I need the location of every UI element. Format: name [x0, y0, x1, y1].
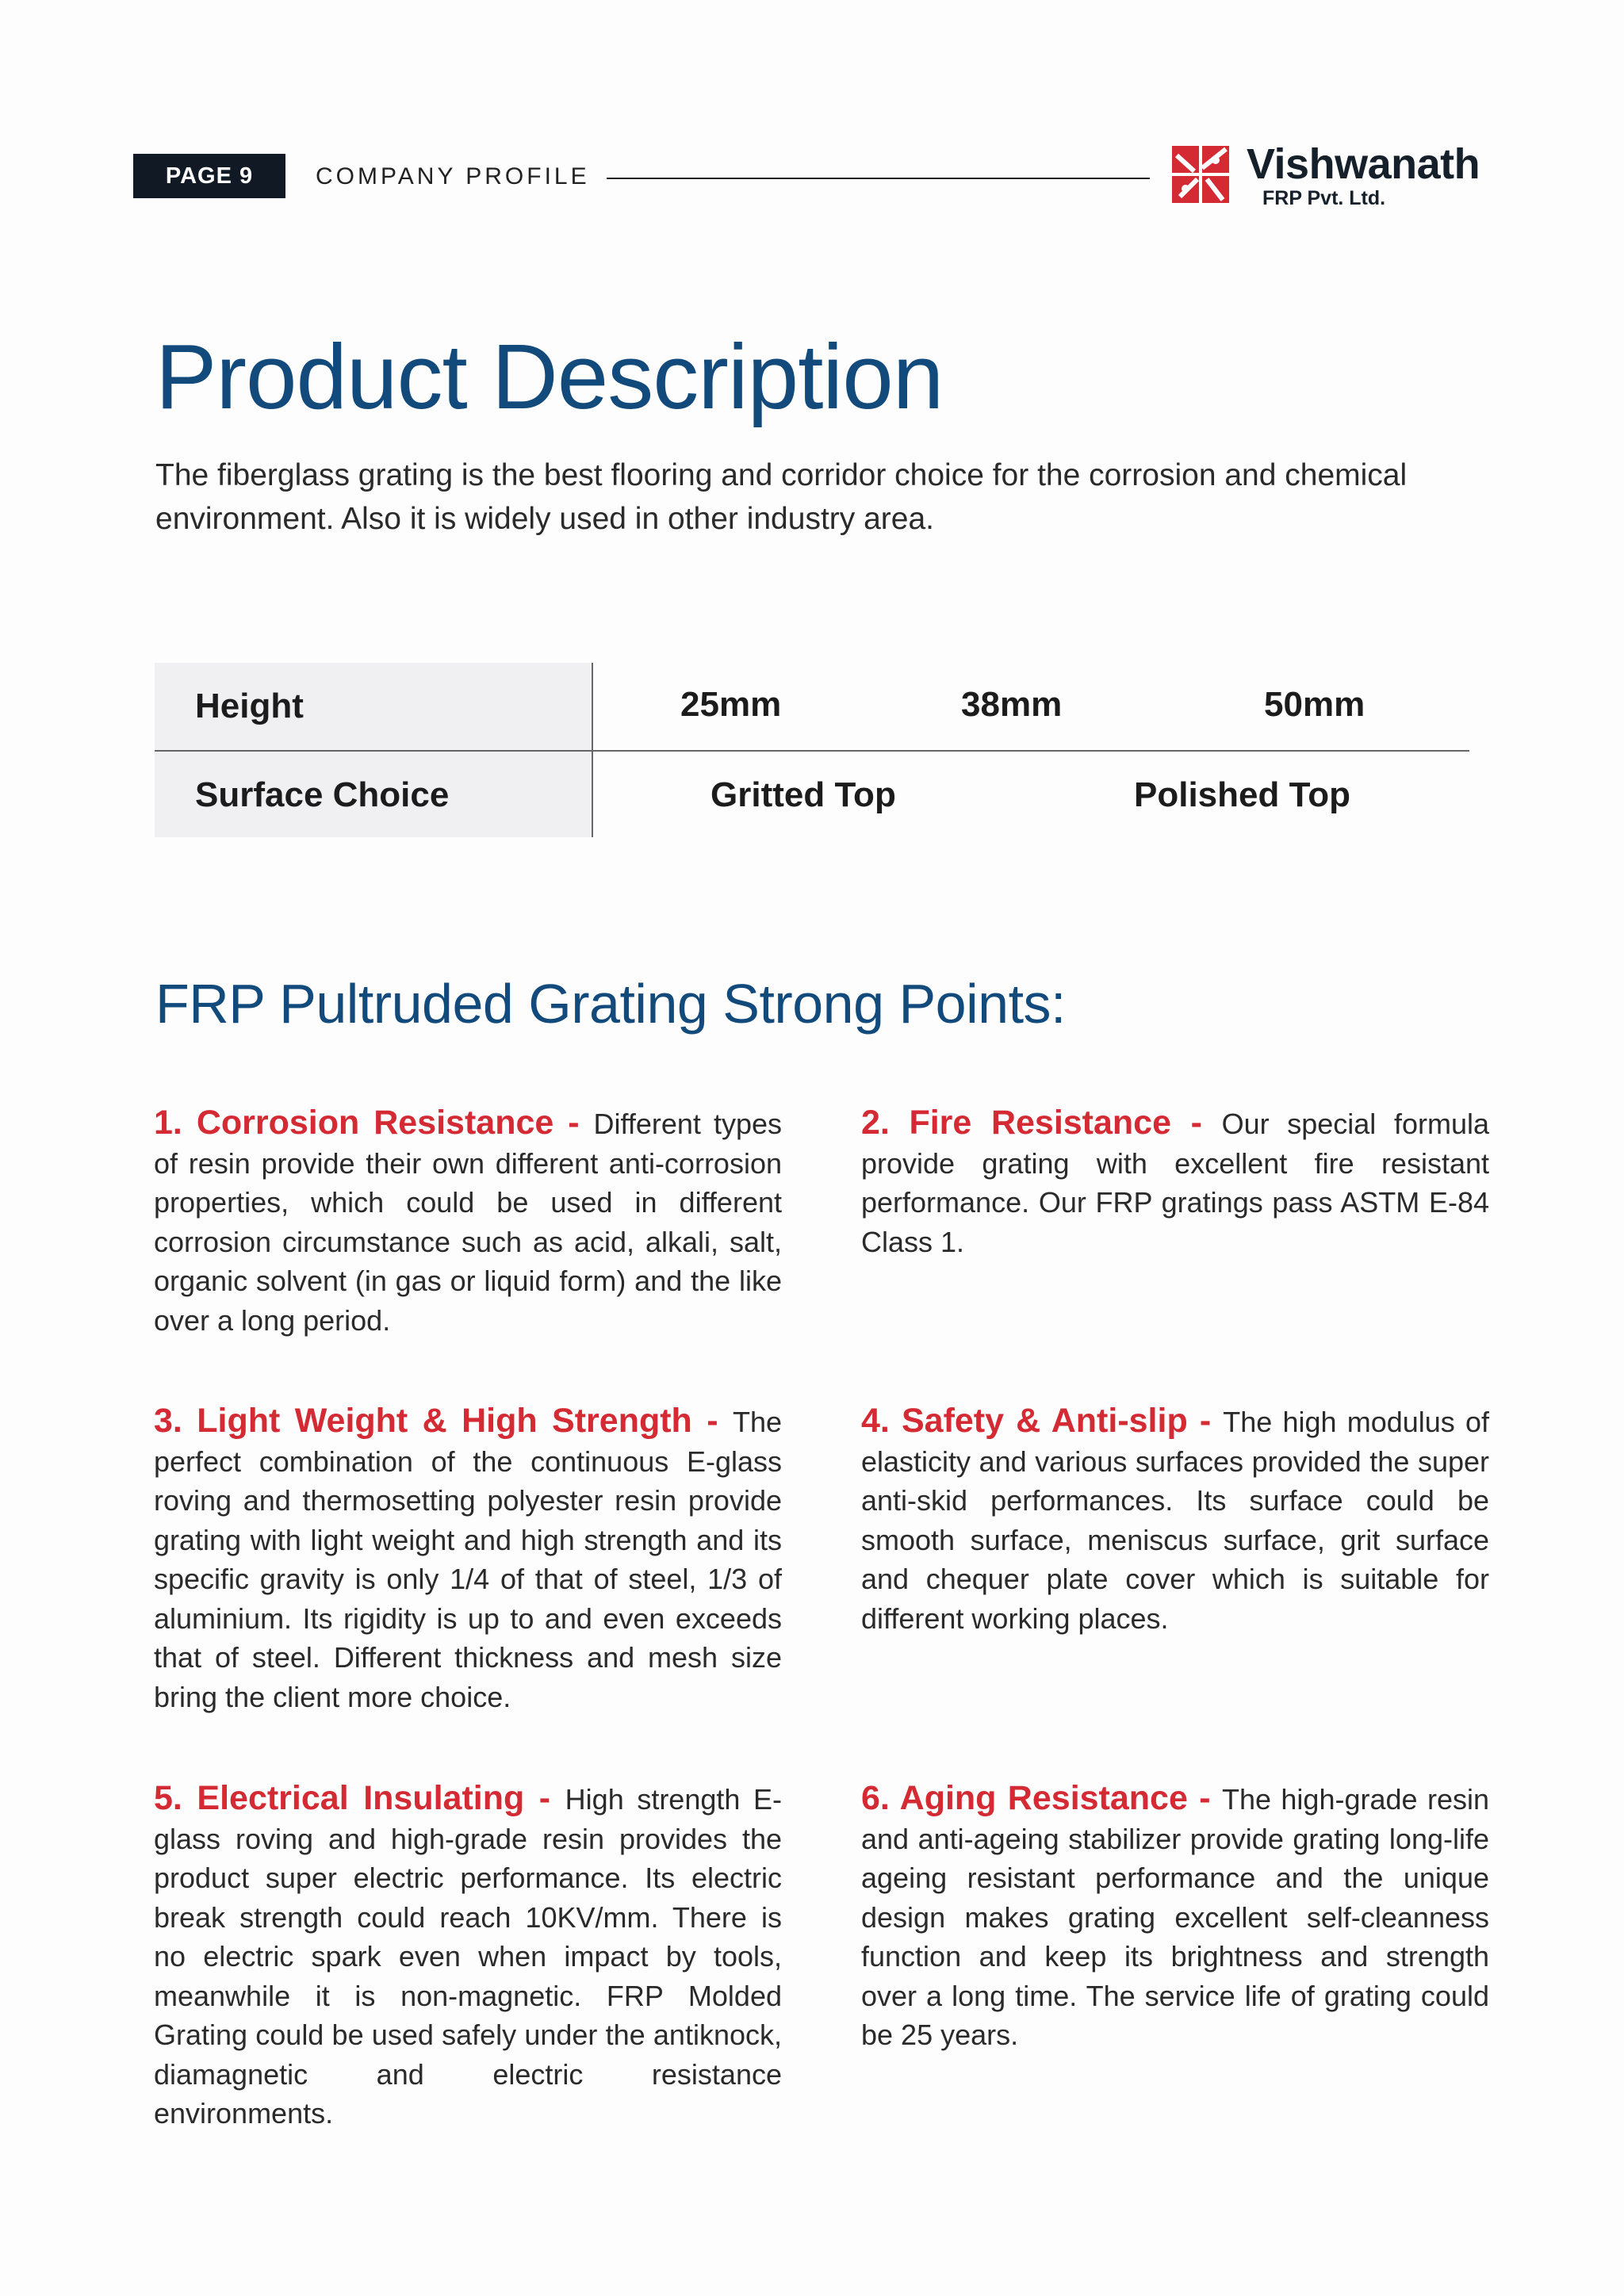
point-heading: 5. Electrical Insulating -: [154, 1779, 565, 1817]
point-heading: 6. Aging Resistance -: [861, 1779, 1222, 1817]
point-heading: 3. Light Weight & High Strength -: [154, 1402, 733, 1440]
intro-paragraph: The fiberglass grating is the best flooring and corridor choice for the corrosion and chemical environment. Also it is widely used in other industry area.: [155, 458, 1408, 536]
point-aging-resistance: [861, 1779, 1489, 2055]
spec-value-polished-top: Polished Top: [1134, 775, 1350, 814]
spec-table-row-divider: [155, 750, 1469, 752]
company-logo-icon: [1170, 144, 1231, 205]
company-logo-name: Vishwanath: [1247, 140, 1480, 188]
point-heading: 1. Corrosion Resistance -: [154, 1104, 594, 1142]
page-number-badge: PAGE 9: [133, 154, 285, 198]
spec-value-38mm: 38mm: [961, 685, 1063, 724]
spec-row-label-height: Height: [195, 687, 304, 725]
point-safety-anti-slip: [861, 1402, 1489, 1638]
point-light-weight-high-strength: [154, 1402, 782, 1716]
point-electrical-insulating: [154, 1779, 782, 2133]
spec-value-25mm: 25mm: [680, 685, 782, 724]
strong-points-heading: FRP Pultruded Grating Strong Points:: [155, 973, 1066, 1035]
point-body: The high modulus of elasticity and various surfaces provided the super anti-skid performances. Its surface could be smooth surface, meniscus surface, grit surface and chequer plate cover which is suitable for different working places.: [861, 1406, 1489, 1635]
point-body: Different types of resin provide their own different anti-corrosion properties, which could be used in different corrosion circumstance such as acid, alkali, salt, organic solvent (in gas or liquid form) and the like over a long period.: [154, 1108, 782, 1337]
section-label: COMPANY PROFILE: [316, 163, 590, 189]
spec-value-gritted-top: Gritted Top: [710, 775, 896, 814]
point-corrosion-resistance: [154, 1104, 782, 1340]
spec-row-label-surface: Surface Choice: [195, 775, 450, 814]
point-heading: 4. Safety & Anti-slip -: [861, 1402, 1224, 1440]
point-heading: 2. Fire Resistance -: [861, 1104, 1222, 1142]
company-logo-subtitle: FRP Pvt. Ltd.: [1262, 187, 1386, 209]
page-title: Product Description: [155, 325, 944, 428]
point-body: High strength E-glass roving and high-grade resin provides the product super electric performance. Its electric break strength could reach 10KV/mm. There is no electric spark even when impact by tools, meanwhile it is non-magnetic. FRP Molded Grating could be used safely under the antiknock, diamagnetic and electric resistance environments.: [154, 1783, 782, 2130]
point-fire-resistance: [861, 1104, 1489, 1261]
point-body: Our special formula provide grating with excellent fire resistant performance. Our FRP gratings pass ASTM E-84 Class 1.: [861, 1108, 1490, 1258]
point-body: The perfect combination of the continuous E-glass roving and thermosetting polyester resin provide grating with light weight and high strength and its specific gravity is only 1/4 of that of steel, 1/3 of aluminium. Its rigidity is up to and even exceeds that of steel. Different thickness and mesh size bring the client more choice.: [154, 1406, 782, 1713]
point-body: The high-grade resin and anti-ageing stabilizer provide grating long-life ageing resistant performance and the unique design makes grating excellent self-cleanness function and keep its brightness and strength over a long time. The service life of grating could be 25 years.: [861, 1783, 1489, 2051]
header-divider: [607, 178, 1150, 179]
spec-value-50mm: 50mm: [1264, 685, 1365, 724]
